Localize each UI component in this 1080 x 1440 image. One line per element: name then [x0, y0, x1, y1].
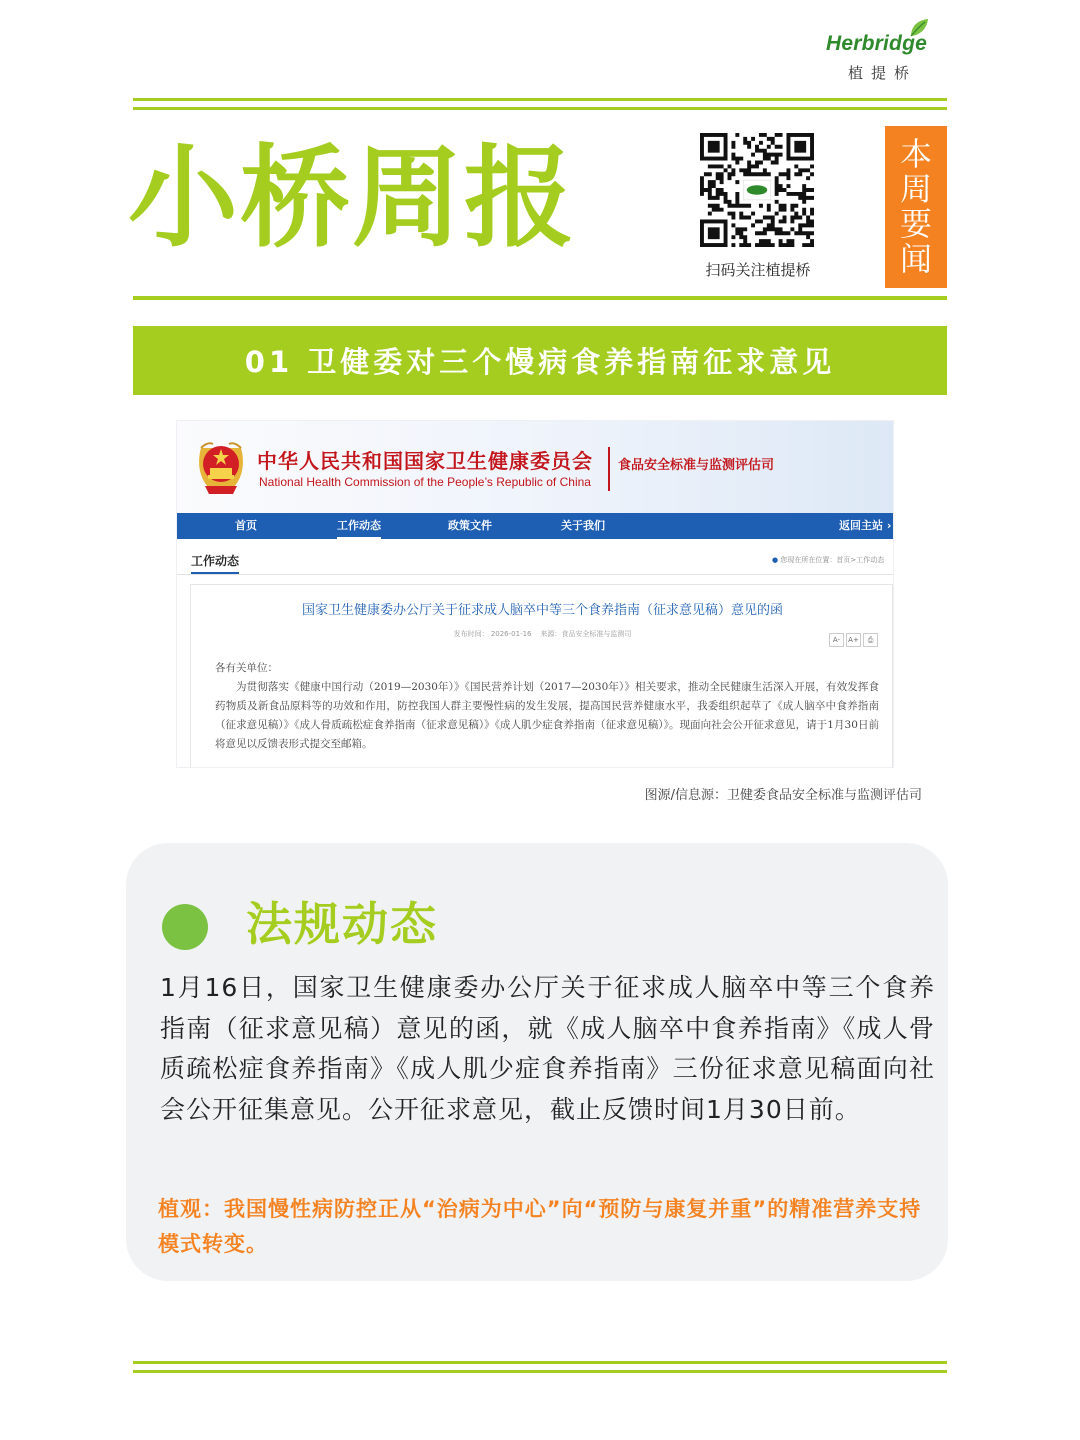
header-divider	[133, 296, 947, 300]
news-banner	[133, 326, 947, 395]
nav-item-home[interactable]: 首页	[235, 519, 257, 532]
site-nav	[177, 513, 894, 539]
tag-char: 周	[899, 170, 932, 208]
article-date: 发布时间： 2026-01-16	[453, 630, 532, 638]
nav-item-policy[interactable]: 政策文件	[448, 519, 492, 532]
nav-item-work-news[interactable]: 工作动态	[337, 513, 381, 539]
font-decrease-button[interactable]: A-	[829, 633, 844, 647]
department-name: 食品安全标准与监测评估司	[618, 458, 775, 473]
image-source-credit: 图源/信息源：卫健委食品安全标准与监测评估司	[644, 788, 922, 803]
regulation-body: 1月16日，国家卫生健康委办公厅关于征求成人脑卒中等三个食养指南（征求意见稿）意见的函，就《成人脑卒中食养指南》《成人骨质疏松症食养指南》《成人肌少症食养指南》三份征求意见稿面向社会公开征集意见。公开征求意见，截止反馈时间1月30日前。	[160, 973, 935, 1124]
tag-char: 要	[899, 205, 932, 243]
org-name-cn: 中华人民共和国国家卫生健康委员会	[257, 449, 593, 473]
header-separator	[608, 447, 610, 491]
article-source: 来源：食品安全标准与监测司	[540, 630, 632, 638]
tag-char: 本	[899, 135, 932, 173]
article-body	[215, 659, 879, 754]
print-button[interactable]: ⎙	[863, 633, 878, 647]
bottom-divider	[133, 1361, 947, 1373]
regulation-title: 法规动态	[246, 897, 438, 951]
breadcrumb	[772, 555, 884, 565]
article-panel	[190, 584, 893, 768]
section-underline	[191, 572, 239, 574]
section-heading: 工作动态	[191, 554, 240, 568]
location-pin-icon: ●	[772, 556, 779, 564]
font-increase-button[interactable]: A+	[846, 633, 861, 647]
qr-caption: 扫码关注植提桥	[705, 261, 811, 279]
article-paragraph: 为贯彻落实《健康中国行动（2019—2030年）》《国民营养计划（2017—2030年）》相关要求，推动全民健康生活深入开展，有效发挥食药物质及新食品原料等的功效和作用，防控我国人群主要慢性病的发生发展，提高国民营养健康水平，我委组织起草了《成人脑卒中食养指南（征求意见稿）》《成人骨质疏松症食养指南（征求意见稿）》《成人肌少症食养指南（征求意见稿）》。现面向社会公开征求意见，请于1月30日前将意见以反馈表形式提交至邮箱。	[215, 681, 879, 750]
weekly-news-tag	[885, 126, 947, 288]
article-meta	[191, 629, 894, 639]
article-greeting: 各有关单位：	[215, 662, 278, 674]
herbridge-logo	[824, 18, 948, 84]
logo-wordmark: Herbridge	[826, 32, 927, 55]
regulation-viewpoint: 植观：我国慢性病防控正从“治病为中心”向“预防与康复并重”的精准营养支持模式转变。	[158, 1197, 922, 1256]
nav-item-about[interactable]: 关于我们	[561, 519, 605, 532]
breadcrumb-path[interactable]: 首页>工作动态	[836, 556, 885, 564]
article-title: 国家卫生健康委办公厅关于征求成人脑卒中等三个食养指南（征求意见稿）意见的函	[301, 603, 783, 618]
leaf-icon	[908, 18, 930, 38]
page-title: 小桥周报	[128, 134, 576, 262]
breadcrumb-label: 您现在所在位置：	[780, 556, 837, 564]
news-headline: 01 卫健委对三个慢病食养指南征求意见	[244, 345, 836, 379]
nav-back-main-site[interactable]: 返回主站 ›	[839, 519, 892, 532]
site-header	[177, 421, 894, 513]
top-divider	[133, 98, 947, 110]
bullet-dot-icon	[162, 904, 208, 950]
national-emblem-icon	[195, 434, 247, 496]
org-name-en: National Health Commission of the People’s Republic of China	[259, 475, 591, 489]
logo-chinese-name: 植提桥	[848, 64, 918, 82]
tag-char: 闻	[899, 240, 932, 278]
website-screenshot	[176, 420, 894, 768]
breadcrumb-bar	[177, 539, 894, 575]
qr-code	[700, 133, 814, 247]
font-size-controls	[827, 627, 878, 647]
